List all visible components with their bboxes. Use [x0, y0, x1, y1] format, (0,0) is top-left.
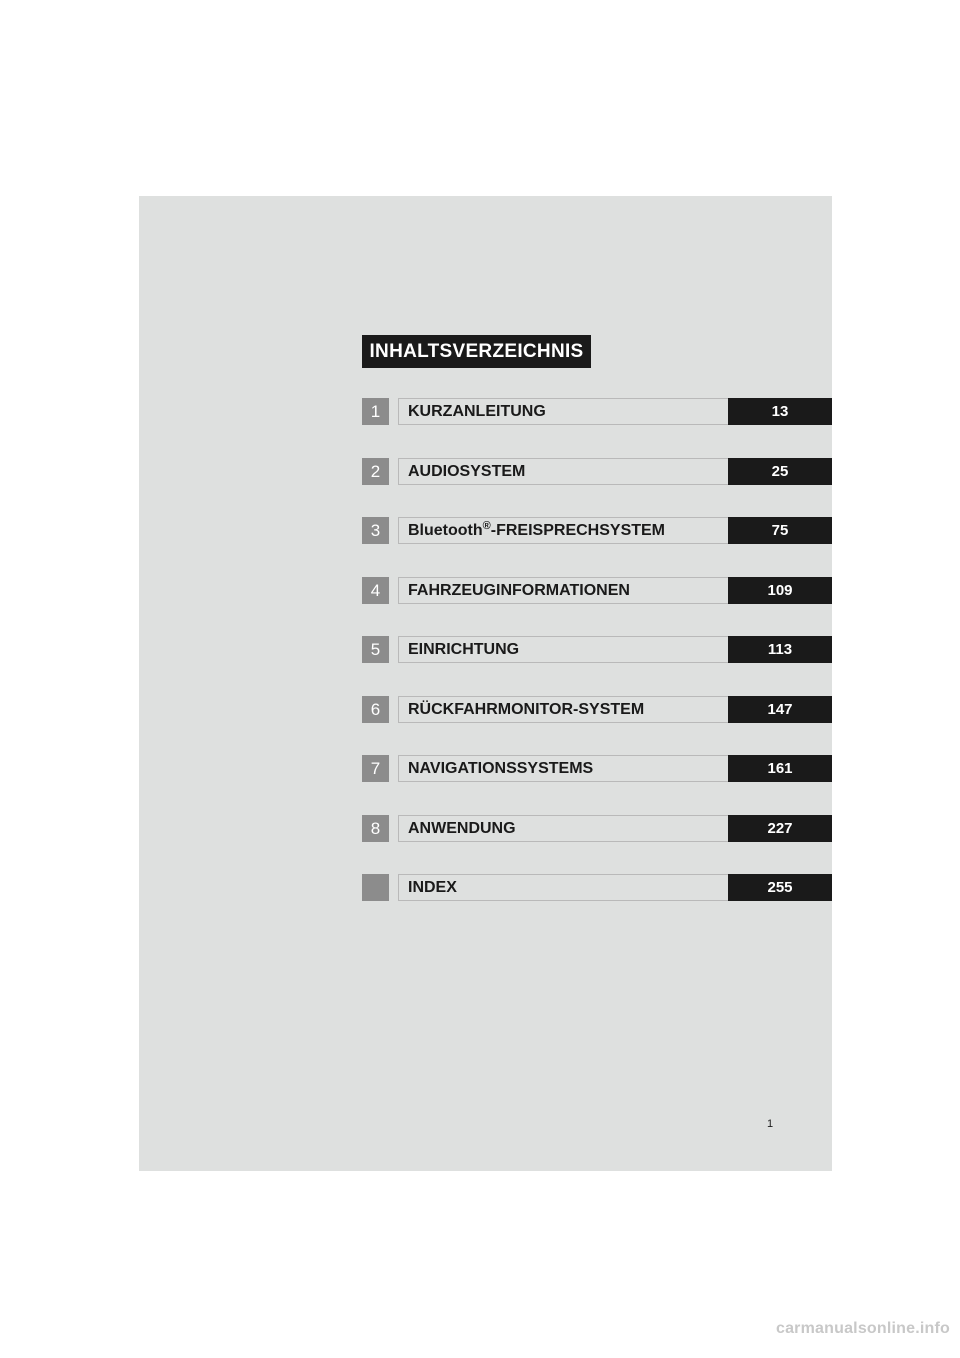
chapter-label[interactable]: AUDIOSYSTEM: [398, 458, 738, 485]
chapter-label[interactable]: NAVIGATIONSSYSTEMS: [398, 755, 738, 782]
chapter-number: 2: [362, 458, 389, 485]
toc-title: INHALTSVERZEICHNIS: [362, 335, 591, 368]
toc-entry-einrichtung[interactable]: [362, 636, 832, 663]
toc-entry-index[interactable]: [362, 874, 832, 901]
chapter-number: 8: [362, 815, 389, 842]
table-of-contents: [362, 398, 832, 934]
toc-entry-bluetooth[interactable]: [362, 517, 832, 544]
chapter-label[interactable]: INDEX: [398, 874, 738, 901]
chapter-label[interactable]: RÜCKFAHRMONITOR-SYSTEM: [398, 696, 738, 723]
chapter-page[interactable]: 227: [728, 815, 832, 842]
chapter-label[interactable]: ANWENDUNG: [398, 815, 738, 842]
toc-entry-audiosystem[interactable]: [362, 458, 832, 485]
chapter-number: 3: [362, 517, 389, 544]
chapter-page[interactable]: 109: [728, 577, 832, 604]
chapter-number: 6: [362, 696, 389, 723]
chapter-label[interactable]: FAHRZEUGINFORMATIONEN: [398, 577, 738, 604]
chapter-number: 4: [362, 577, 389, 604]
chapter-number: 5: [362, 636, 389, 663]
chapter-label-prefix: Bluetooth: [408, 522, 483, 539]
chapter-label-suffix: -FREISPRECHSYSTEM: [490, 522, 666, 539]
watermark: carmanualsonline.info: [775, 1320, 950, 1337]
toc-entry-anwendung[interactable]: [362, 815, 832, 842]
page-number: 1: [766, 1118, 774, 1130]
toc-entry-rueckfahrmonitor[interactable]: [362, 696, 832, 723]
toc-entry-fahrzeuginformationen[interactable]: [362, 577, 832, 604]
chapter-number: 7: [362, 755, 389, 782]
chapter-number: [362, 874, 389, 901]
registered-mark: ®: [482, 520, 491, 532]
chapter-page[interactable]: 161: [728, 755, 832, 782]
chapter-page[interactable]: 147: [728, 696, 832, 723]
chapter-label[interactable]: [398, 517, 738, 544]
chapter-label[interactable]: EINRICHTUNG: [398, 636, 738, 663]
chapter-page[interactable]: 113: [728, 636, 832, 663]
chapter-label[interactable]: KURZANLEITUNG: [398, 398, 738, 425]
chapter-page[interactable]: 25: [728, 458, 832, 485]
chapter-number: 1: [362, 398, 389, 425]
chapter-page[interactable]: 13: [728, 398, 832, 425]
chapter-page[interactable]: 255: [728, 874, 832, 901]
toc-entry-kurzanleitung[interactable]: [362, 398, 832, 425]
chapter-page[interactable]: 75: [728, 517, 832, 544]
toc-entry-navigationssystems[interactable]: [362, 755, 832, 782]
